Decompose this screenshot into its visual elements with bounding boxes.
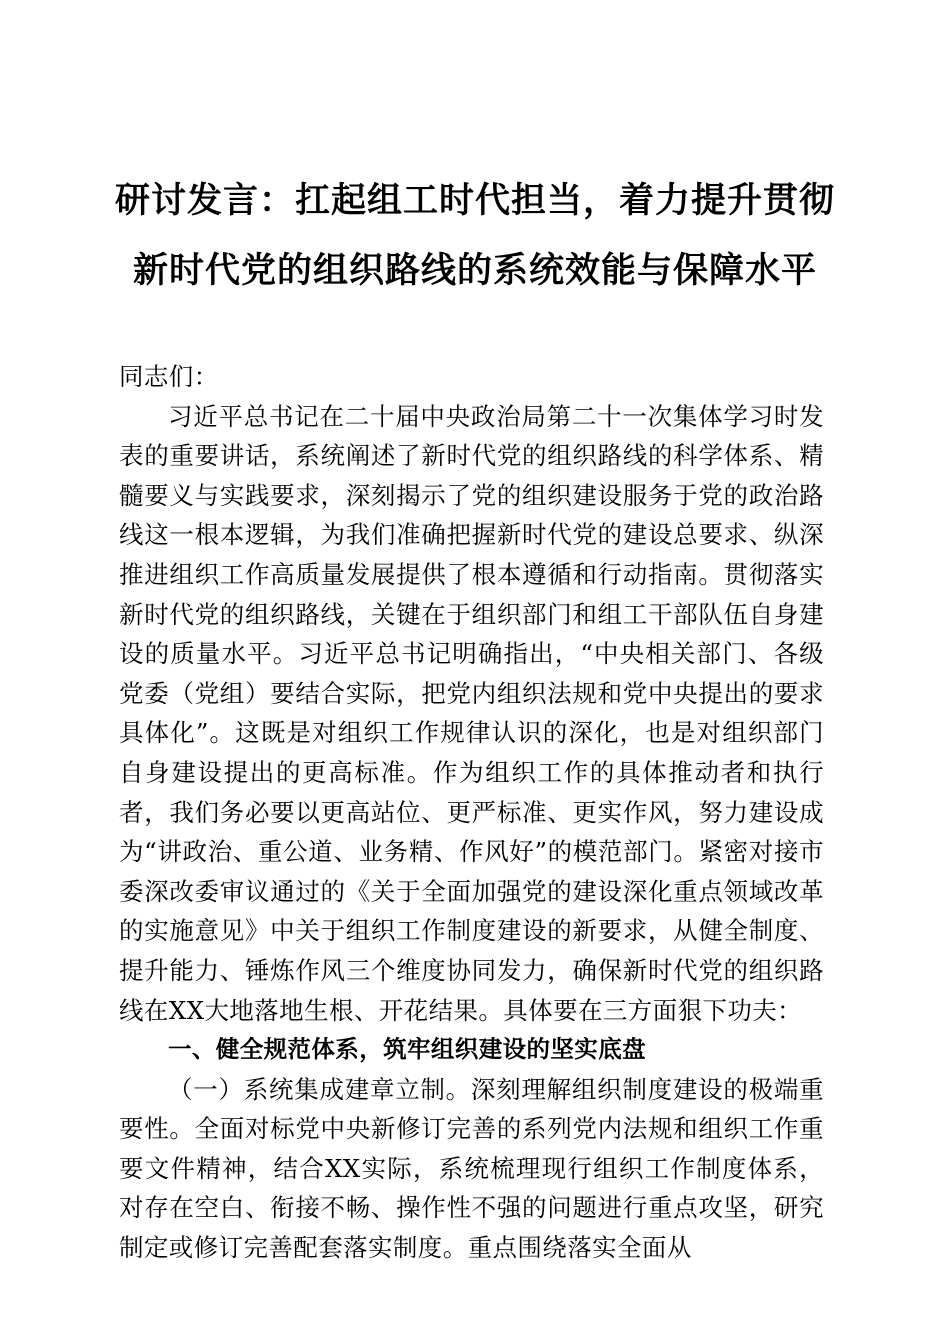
document-title — [110, 166, 840, 306]
paragraph-section-1-1: （一）系统集成建章立制。深刻理解组织制度建设的极端重要性。全面对标党中央新修订完善的系列党内法规和组织工作重要文件精神，结合XX实际，系统梳理现行组织工作制度体系，对存在空白、衔接不畅、操作性不强的问题进行重点攻坚，研究制定或修订完善配套落实制度。重点围绕落实全面从 — [119, 1074, 824, 1263]
title-line-2: 新时代党的组织路线的系统效能与保障水平 — [132, 251, 817, 291]
title-line-1: 研讨发言：扛起组工时代担当，着力提升贯彻 — [114, 181, 835, 221]
section-heading-1: 一、健全规范体系，筑牢组织建设的坚实底盘 — [168, 1035, 646, 1064]
salutation: 同志们： — [119, 362, 219, 391]
paragraph-intro: 习近平总书记在二十届中央政治局第二十一次集体学习时发表的重要讲话，系统阐述了新时代党的组织路线的科学体系、精髓要义与实践要求，深刻揭示了党的组织建设服务于党的政治路线这一根本逻辑，为我们准确把握新时代党的建设总要求、纵深推进组织工作高质量发展提供了根本遵循和行动指南。贯彻落实新时代党的组织路线，关键在于组织部门和组工干部队伍自身建设的质量水平。习近平总书记明确指出，“中央相关部门、各级党委（党组）要结合实际，把党内组织法规和党中央提出的要求具体化”。这既是对组织工作规律认识的深化，也是对组织部门自身建设提出的更高标准。作为组织工作的具体推动者和执行者，我们务必要以更高站位、更严标准、更实作风，努力建设成为“讲政治、重公道、业务精、作风好”的模范部门。紧密对接市委深改委审议通过的《关于全面加强党的建设深化重点领域改革的实施意见》中关于组织工作制度建设的新要求，从健全制度、提升能力、锤炼作风三个维度协同发力，确保新时代党的组织路线在XX大地落地生根、开花结果。具体要在三方面狠下功夫： — [119, 401, 824, 1025]
document-body — [119, 357, 824, 1268]
